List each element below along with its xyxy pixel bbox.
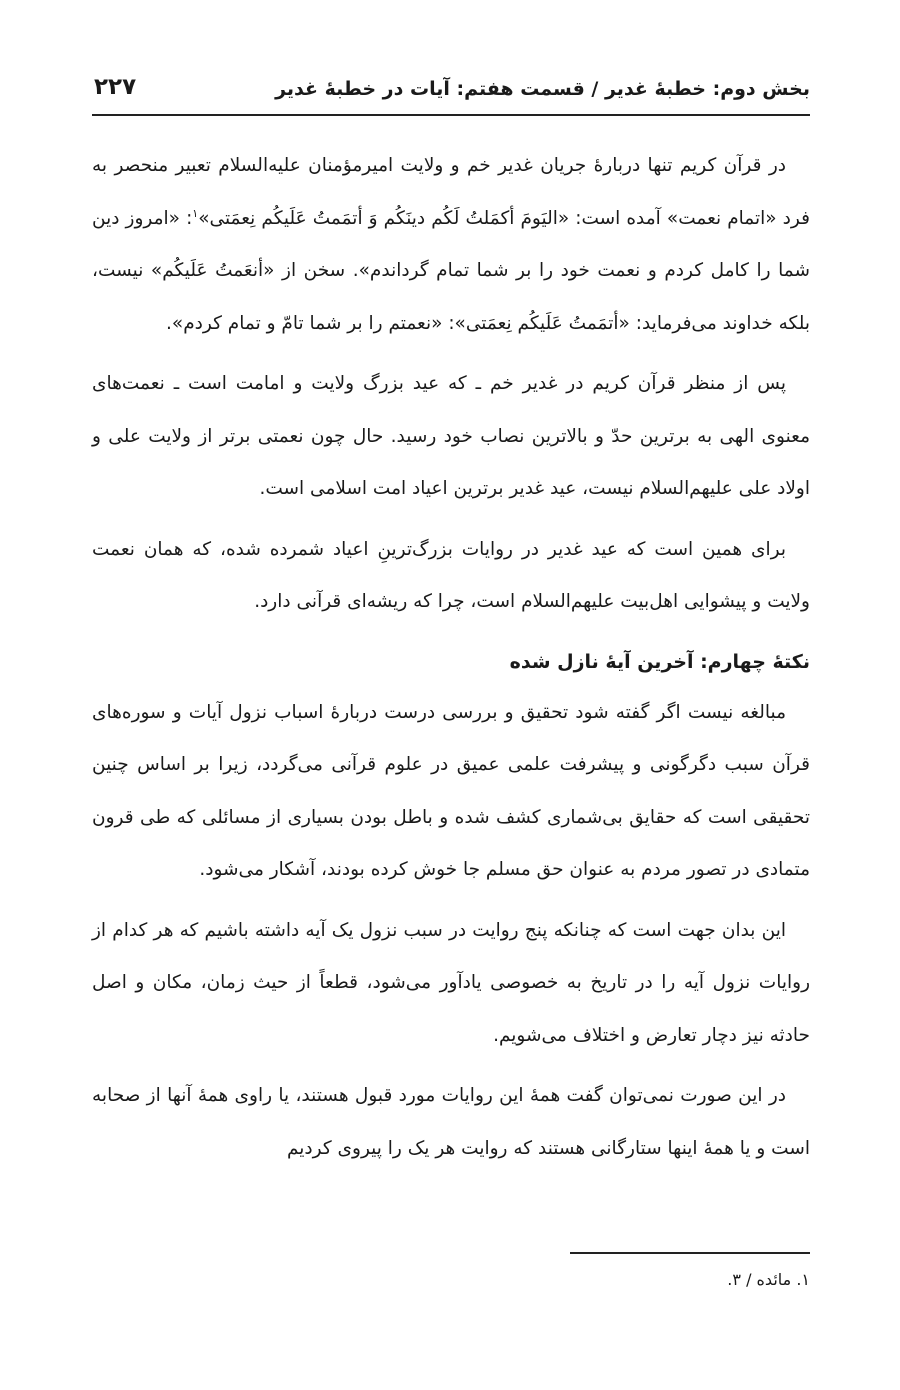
- section-heading: نکتۀ چهارم: آخرین آیۀ نازل شده: [509, 650, 810, 673]
- paragraph-text: : «امروز دین شما را کامل کردم و نعمت خود را بر شما تمام گرداندم». سخن از «أنعَمتُ عَلَیکُم» نیست، بلکه خداوند می‌فرماید: «أتمَمتُ عَلَیکُم نِعمَتی»: «نعمتم را بر شما تامّ و تمام کردم».: [92, 207, 810, 334]
- footnote: ۱. مائده / ۳.: [727, 1270, 810, 1289]
- paragraph: پس از منظر قرآن کریم در غدیر خم ـ که عید بزرگ ولایت و امامت است ـ نعمت‌های معنوی الهی به برترین حدّ و بالاترین نصاب خود رسید. حال چون نعمتی برتر از ولایت علی و اولاد علی علیهم‌السلام نیست، عید غدیر برترین اعیاد امت اسلامی است.: [92, 373, 810, 499]
- footnote-reference: ۱: [192, 206, 199, 220]
- paragraph: در این صورت نمی‌توان گفت همۀ این روایات مورد قبول هستند، یا راوی همۀ آنها از صحابه است و یا همۀ اینها ستارگانی هستند که روایت هر یک را پیروی کردیم: [92, 1085, 810, 1159]
- body-text: [92, 140, 810, 1183]
- paragraph: مبالغه نیست اگر گفته شود تحقیق و بررسی درست دربارۀ اسباب نزول آیات و سوره‌های قرآن سبب دگرگونی و پیشرفت علمی عمیق در علوم قرآنی می‌گردد، زیرا بر اساس چنین تحقیقی است که حقایق بی‌شماری کشف شده و باطل بودن بسیاری از مسائلی که طی قرون متمادی در تصور مردم به عنوان حق مسلم جا خوش کرده بودند، آشکار می‌شود.: [92, 701, 810, 880]
- book-page: [92, 0, 810, 1390]
- paragraph: [92, 140, 810, 350]
- paragraph: این بدان جهت است که چنانکه پنج روایت در سبب نزول یک آیه داشته باشیم که هر کدام از روایات نزول آیه را در تاریخ به خصوصی یادآور می‌شود، قطعاً از حیث زمان، مکان و اصل حادثه نیز دچار تعارض و اختلاف می‌شویم.: [92, 919, 810, 1046]
- paragraph-text: در قرآن کریم تنها دربارۀ جریان غدیر خم و ولایت امیرمؤمنان علیه‌السلام تعبیر منحصر به فرد «اتمام نعمت» آمده است: «الیَومَ أکمَلتُ لَکُم دینَکُم وَ أتمَمتُ عَلَیکُم نِعمَتی»: [92, 155, 810, 229]
- page-number: ۲۲۷: [94, 74, 137, 100]
- paragraph: برای همین است که عید غدیر در روایات بزرگ‌ترینِ اعیاد شمرده شده، که همان نعمت ولایت و پیشوایی اهل‌بیت علیهم‌السلام است، چرا که ریشه‌ای قرآنی دارد.: [92, 538, 810, 612]
- footnote-divider: [570, 1252, 810, 1254]
- running-header: [92, 70, 810, 116]
- running-header-title: بخش دوم: خطبۀ غدیر / قسمت هفتم: آیات در خطبۀ غدیر: [275, 78, 810, 100]
